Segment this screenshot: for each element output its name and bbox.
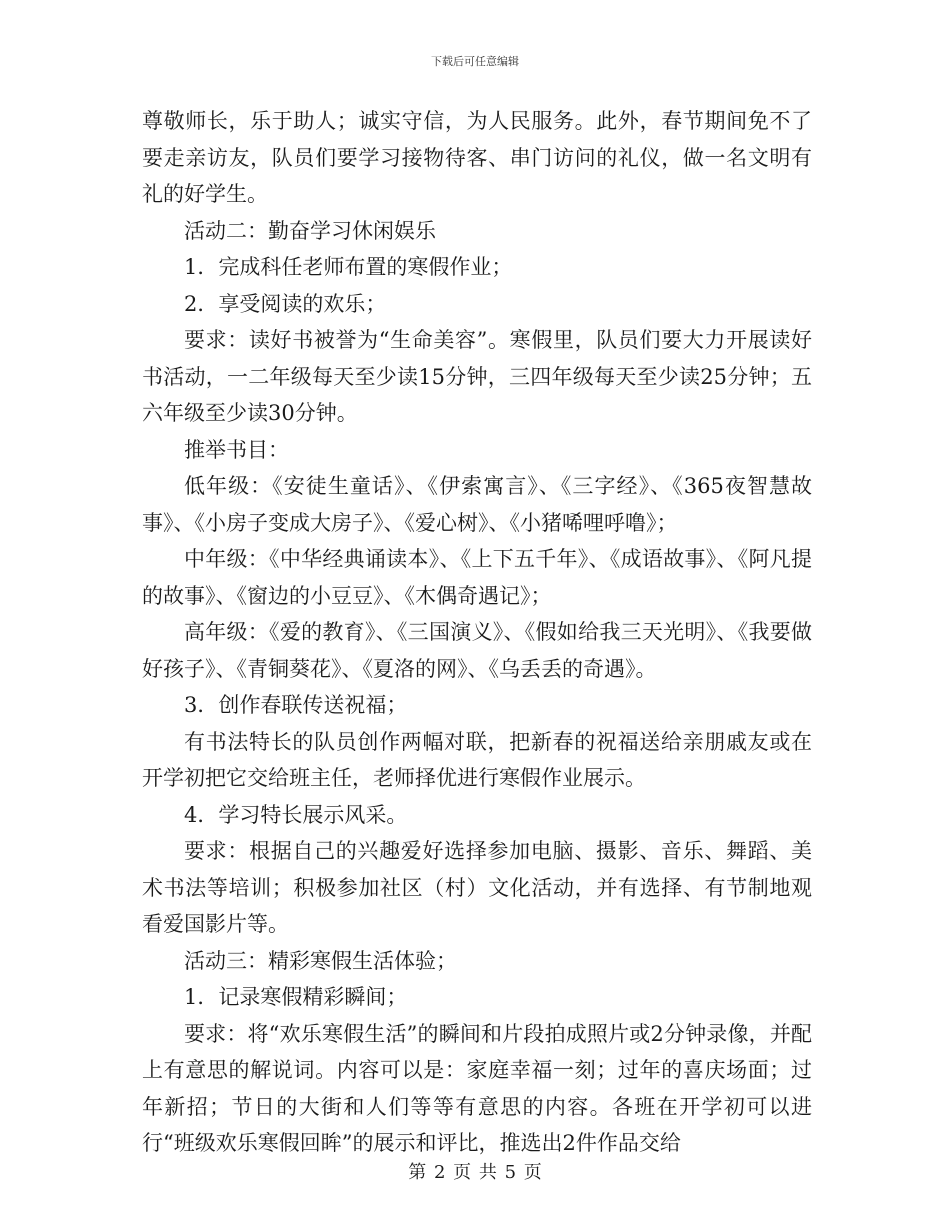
paragraph: 尊敬师长，乐于助人；诚实守信，为人民服务。此外，春节期间免不了要走亲访友，队员们要学习接物待客、串门访问的礼仪，做一名文明有礼的好学生。 [142, 109, 812, 206]
page-number: 第 2 页 共 5 页 [408, 1162, 542, 1183]
list-item: 4．学习特长展示风采。 [184, 802, 408, 827]
paragraph: 中年级：《中华经典诵读本》、《上下五千年》、《成语故事》、《阿凡提的故事》、《窗边的小豆豆》、《木偶奇遇记》； [142, 547, 812, 608]
section-heading: 活动三：精彩寒假生活体验； [184, 948, 457, 973]
paragraph: 要求：读好书被誉为“生命美容”。寒假里，队员们要大力开展读好书活动，一二年级每天至少读15分钟，三四年级每天至少读25分钟；五六年级至少读30分钟。 [142, 328, 812, 425]
list-item: 2．享受阅读的欢乐； [184, 291, 387, 316]
document-body [142, 103, 812, 1162]
paragraph: 推举书目： [184, 437, 289, 462]
list-item: 3．创作春联传送祝福； [184, 693, 408, 717]
paragraph: 有书法特长的队员创作两幅对联，把新春的祝福送给亲朋戚友或在开学初把它交给班主任，老师择优进行寒假作业展示。 [142, 729, 812, 790]
page-header-note: 下载后可任意编辑 [431, 55, 519, 68]
list-item: 1．记录寒假精彩瞬间； [184, 985, 408, 1009]
paragraph: 低年级：《安徒生童话》、《伊索寓言》、《三字经》、《365夜智慧故事》、《小房子变成大房子》、《爱心树》、《小猪唏哩呼噜》； [142, 474, 812, 535]
paragraph: 要求：将“欢乐寒假生活”的瞬间和片段拍成照片或2分钟录像，并配上有意思的解说词。内容可以是：家庭幸福一刻；过年的喜庆场面；过年新招；节日的大街和人们等等有意思的内容。各班在开学初可以进行“班级欢乐寒假回眸”的展示和评比，推选出2件作品交给 [142, 1021, 812, 1155]
list-item: 1．完成科任老师布置的寒假作业； [184, 255, 513, 279]
paragraph: 要求：根据自己的兴趣爱好选择参加电脑、摄影、音乐、舞蹈、美术书法等培训；积极参加社区（村）文化活动，并有选择、有节制地观看爱国影片等。 [142, 839, 812, 936]
paragraph: 高年级：《爱的教育》、《三国演义》、《假如给我三天光明》、《我要做好孩子》、《青铜葵花》、《夏洛的网》、《乌丢丢的奇遇》。 [142, 620, 812, 681]
section-heading: 活动二：勤奋学习休闲娱乐 [184, 218, 436, 243]
